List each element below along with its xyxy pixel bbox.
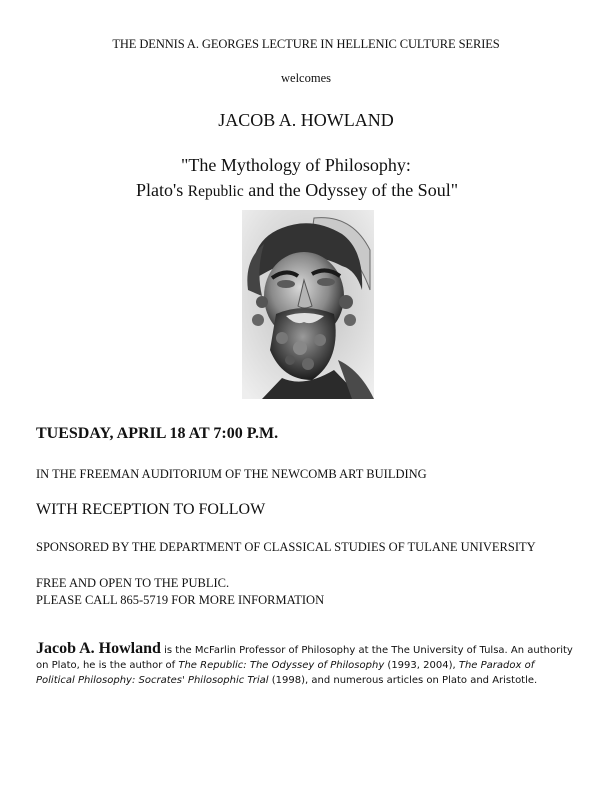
lecture-title-line2 — [136, 180, 458, 201]
free-to-public: FREE AND OPEN TO THE PUBLIC. — [36, 576, 230, 590]
bio-book-2: The Paradox of Political Philosophy: Socrates' Philosophic Trial — [36, 660, 535, 686]
event-sponsor: SPONSORED BY THE DEPARTMENT OF CLASSICAL STUDIES OF TULANE UNIVERSITY — [36, 540, 536, 554]
event-venue: IN THE FREEMAN AUDITORIUM OF THE NEWCOMB ART BUILDING — [36, 467, 427, 481]
lecture-title-line1: "The Mythology of Philosophy: — [181, 155, 411, 175]
bio-text-1: is the McFarlin Professor of Philosophy at the The University of Tulsa. An authority on Plato, he is the author of — [36, 645, 573, 671]
bio-name: Jacob A. Howland — [36, 640, 161, 657]
speaker-name: JACOB A. HOWLAND — [218, 110, 394, 130]
sculpture-head-photo — [242, 210, 374, 399]
bio-book-1: The Republic: The Odyssey of Philosophy — [178, 660, 385, 671]
welcomes-text: welcomes — [281, 71, 331, 85]
event-reception: WITH RECEPTION TO FOLLOW — [36, 501, 266, 518]
call-info: PLEASE CALL 865-5719 FOR MORE INFORMATION — [36, 593, 325, 607]
bio-text-3: (1998), and numerous articles on Plato and Aristotle. — [268, 675, 538, 686]
lecture-title-republic: Republic — [187, 183, 244, 200]
series-title: THE DENNIS A. GEORGES LECTURE IN HELLENIC CULTURE SERIES — [112, 37, 500, 51]
bio-text-2: (1993, 2004), — [384, 660, 459, 671]
lecture-title-part-a: Plato's — [136, 180, 188, 200]
lecture-title-part-b: and the Odyssey of the Soul" — [243, 180, 459, 200]
speaker-bio — [36, 641, 576, 688]
event-contact — [36, 575, 324, 609]
event-datetime: TUESDAY, APRIL 18 AT 7:00 P.M. — [36, 425, 279, 442]
